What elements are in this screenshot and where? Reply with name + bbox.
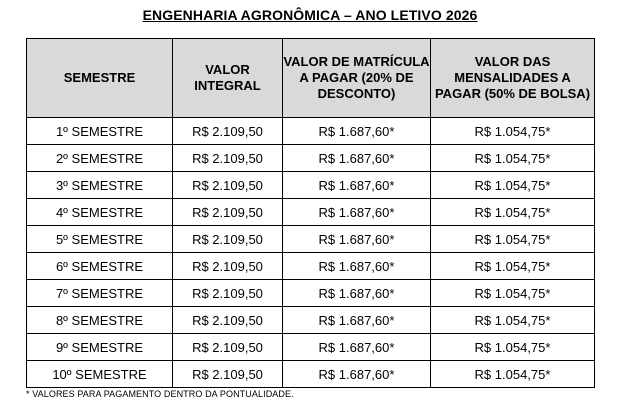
cell-valor-matricula: R$ 1.687,60*: [283, 253, 431, 280]
cell-valor-integral: R$ 2.109,50: [173, 280, 283, 307]
cell-valor-integral: R$ 2.109,50: [173, 253, 283, 280]
table-row: [27, 226, 595, 253]
table-body: [27, 118, 595, 388]
cell-valor-mensalidade: R$ 1.054,75*: [431, 199, 595, 226]
cell-semestre: 2º SEMESTRE: [27, 145, 173, 172]
cell-semestre: 4º SEMESTRE: [27, 199, 173, 226]
cell-valor-mensalidade: R$ 1.054,75*: [431, 172, 595, 199]
cell-valor-matricula: R$ 1.687,60*: [283, 334, 431, 361]
cell-semestre: 10º SEMESTRE: [27, 361, 173, 388]
table-row: [27, 280, 595, 307]
cell-valor-mensalidade: R$ 1.054,75*: [431, 307, 595, 334]
cell-valor-mensalidade: R$ 1.054,75*: [431, 280, 595, 307]
table-row: [27, 334, 595, 361]
table-row: [27, 118, 595, 145]
header-valor-integral: VALOR INTEGRAL: [173, 39, 283, 118]
cell-valor-matricula: R$ 1.687,60*: [283, 280, 431, 307]
cell-valor-matricula: R$ 1.687,60*: [283, 226, 431, 253]
cell-valor-matricula: R$ 1.687,60*: [283, 118, 431, 145]
cell-valor-matricula: R$ 1.687,60*: [283, 199, 431, 226]
cell-valor-mensalidade: R$ 1.054,75*: [431, 226, 595, 253]
tuition-table: [26, 38, 595, 388]
cell-valor-matricula: R$ 1.687,60*: [283, 172, 431, 199]
cell-semestre: 1º SEMESTRE: [27, 118, 173, 145]
cell-valor-integral: R$ 2.109,50: [173, 172, 283, 199]
cell-semestre: 5º SEMESTRE: [27, 226, 173, 253]
header-semestre: SEMESTRE: [27, 39, 173, 118]
cell-valor-mensalidade: R$ 1.054,75*: [431, 253, 595, 280]
table-row: [27, 145, 595, 172]
cell-valor-integral: R$ 2.109,50: [173, 118, 283, 145]
cell-semestre: 7º SEMESTRE: [27, 280, 173, 307]
table-row: [27, 253, 595, 280]
table-row: [27, 172, 595, 199]
table-row: [27, 307, 595, 334]
cell-valor-integral: R$ 2.109,50: [173, 361, 283, 388]
table-row: [27, 199, 595, 226]
cell-valor-integral: R$ 2.109,50: [173, 334, 283, 361]
cell-valor-mensalidade: R$ 1.054,75*: [431, 361, 595, 388]
cell-valor-integral: R$ 2.109,50: [173, 307, 283, 334]
cell-semestre: 3º SEMESTRE: [27, 172, 173, 199]
cell-valor-mensalidade: R$ 1.054,75*: [431, 118, 595, 145]
cell-valor-integral: R$ 2.109,50: [173, 226, 283, 253]
page-title: ENGENHARIA AGRONÔMICA – ANO LETIVO 2026: [142, 7, 478, 23]
cell-semestre: 9º SEMESTRE: [27, 334, 173, 361]
cell-valor-mensalidade: R$ 1.054,75*: [431, 145, 595, 172]
cell-valor-matricula: R$ 1.687,60*: [283, 307, 431, 334]
cell-valor-integral: R$ 2.109,50: [173, 145, 283, 172]
cell-semestre: 6º SEMESTRE: [27, 253, 173, 280]
header-valor-mensalidades: VALOR DAS MENSALIDADES A PAGAR (50% DE BOLSA): [431, 39, 595, 118]
cell-valor-integral: R$ 2.109,50: [173, 199, 283, 226]
header-valor-matricula: VALOR DE MATRÍCULA A PAGAR (20% DE DESCONTO): [283, 39, 431, 118]
cell-semestre: 8º SEMESTRE: [27, 307, 173, 334]
footnote: * VALORES PARA PAGAMENTO DENTRO DA PONTUALIDADE.: [26, 389, 294, 399]
cell-valor-mensalidade: R$ 1.054,75*: [431, 334, 595, 361]
cell-valor-matricula: R$ 1.687,60*: [283, 145, 431, 172]
cell-valor-matricula: R$ 1.687,60*: [283, 361, 431, 388]
table-header-row: [27, 39, 595, 118]
table-row: [27, 361, 595, 388]
